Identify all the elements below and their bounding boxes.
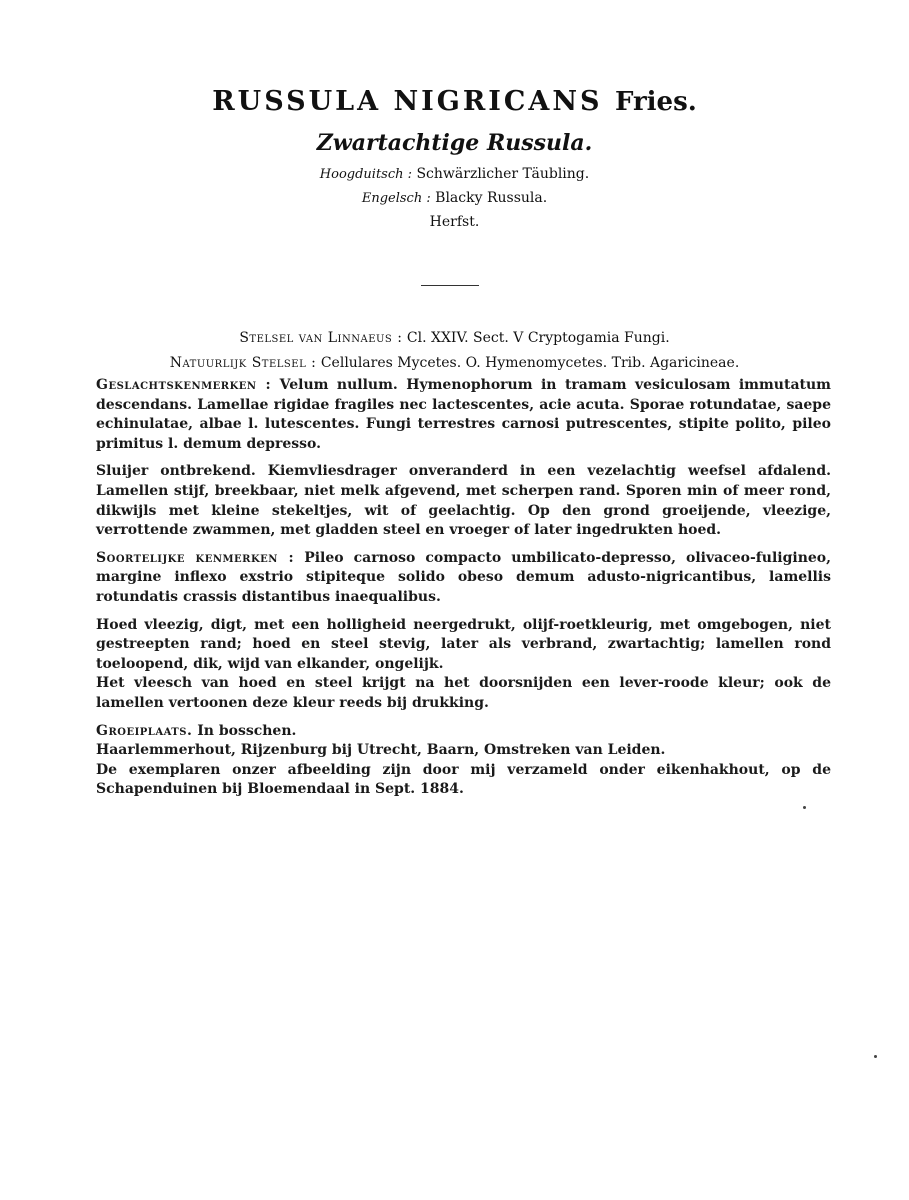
genus-label: Geslachtskenmerken : (96, 377, 272, 393)
localities-paragraph: Haarlemmerhout, Rijzenburg bij Utrecht, Baarn, Omstreken van Leiden. (96, 742, 666, 759)
habitat-text: In bosschen. (197, 722, 297, 739)
vernacular-lang: Engelsch : (361, 191, 431, 206)
system-label: Natuurlijk Stelsel : (169, 355, 317, 371)
genus-dutch-paragraph: Sluijer ontbrekend. Kiemvliesdrager onveranderd in een vezelachtig weefsel afdalend. Lamellen stijf, breekbaar, niet melk afgevend, met scherpen rand. Sporen min of meer rond, dikwijls met kleine stekeltjes, wit of geelachtig. Op den grond groeijende, vleezige, verrottende zwammen, met gladden steel en vroeger of later ingedrukten hoed. (96, 463, 831, 539)
habitat-paragraph (96, 722, 831, 742)
species-latin-text: Pileo carnoso compacto umbilicato-depresso, olivaceo-fuligineo, margine inflexo exstrio stipiteque solido obeso demum adusto-nigricantibus, lamellis rotundatis crassis distantibus inaequalibus. (96, 549, 832, 605)
speck-mark (803, 806, 806, 809)
system-text: Cellulares Mycetes. O. Hymenomycetes. Trib. Agaricineae. (320, 355, 740, 371)
habitat-label: Groeiplaats. (96, 722, 193, 739)
system-label: Stelsel van Linnaeus : (239, 330, 403, 346)
title-author: Fries. (614, 87, 697, 117)
species-dutch-paragraph: Hoed vleezig, digt, met een holligheid neergedrukt, olijf-roetkleurig, met omgebogen, niet gestreepten rand; hoed en steel stevig, later als verbrand, zwartachtig; lamellen rond toeloopend, dik, wijd van elkander, ongelijk. (96, 616, 831, 672)
specimens-paragraph: De exemplaren onzer afbeelding zijn door mij verzameld onder eikenhakhout, op de Schapenduinen bij Bloemendaal in Sept. 1884. (96, 761, 831, 798)
title-main: RUSSULA NIGRICANS (212, 86, 603, 117)
description-body (96, 376, 831, 800)
vernacular-english (0, 190, 909, 206)
species-title (0, 86, 909, 117)
divider-rule (421, 285, 479, 286)
flesh-paragraph: Het vleesch van hoed en steel krijgt na het doorsnijden een lever-roode kleur; ook de lamellen vertoonen deze kleur reeds bij drukking. (96, 675, 831, 711)
species-latin-paragraph (96, 549, 831, 608)
species-label: Soortelijke kenmerken : (96, 549, 295, 566)
speck-mark (874, 1055, 877, 1058)
vernacular-lang: Hoogduitsch : (319, 167, 413, 182)
linnaeus-system (0, 330, 909, 346)
vernacular-name: Blacky Russula. (435, 190, 548, 206)
season: Herfst. (429, 214, 480, 230)
genus-latin-paragraph (96, 376, 831, 454)
dutch-name: Zwartachtige Russula. (316, 130, 593, 156)
system-text: Cl. XXIV. Sect. V Cryptogamia Fungi. (406, 330, 670, 346)
vernacular-german (0, 166, 909, 182)
genus-latin-text: Velum nullum. Hymenophorum in tramam vesiculosam immutatum descendans. Lamellae rigidae fragiles nec lactescentes, acie acuta. Sporae rotundatae, saepe echinulatae, albae l. lutescentes. Fungi terrestres carnosi putrescentes, stipite polito, pileo primitus l. demum depresso. (96, 377, 831, 452)
natural-system (0, 355, 909, 371)
vernacular-name: Schwärzlicher Täubling. (416, 166, 590, 182)
